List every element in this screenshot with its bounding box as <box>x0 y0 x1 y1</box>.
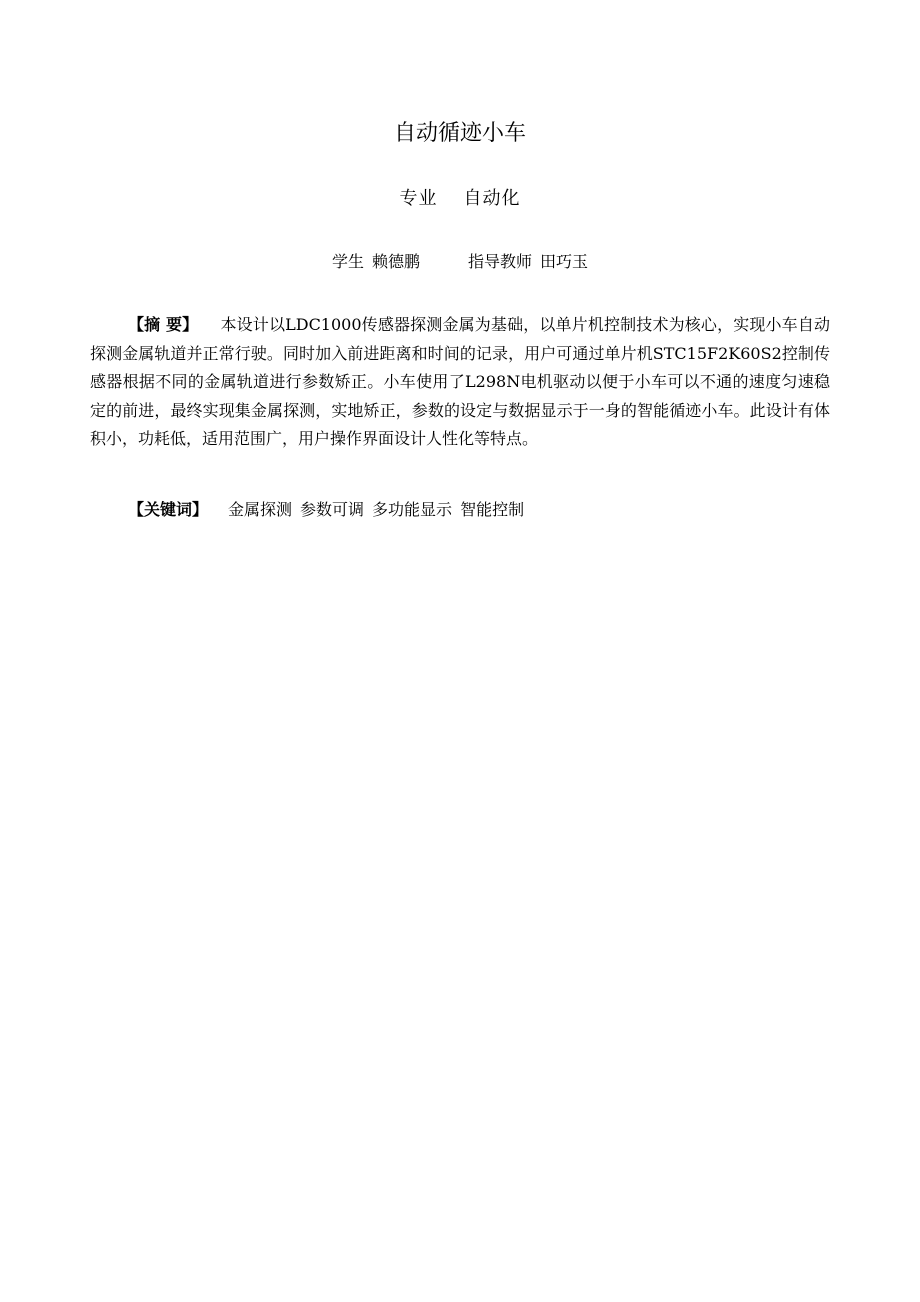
major-label: 专业 <box>399 188 438 209</box>
abstract-text: 本设计以LDC1000传感器探测金属为基础，以单片机控制技术为核心，实现小车自动探测金属轨道并正常行驶。同时加入前进距离和时间的记录，用户可通过单片机STC15F2K60S2控制传感器根据不同的金属轨道进行参数矫正。小车使用了L298N电机驱动以便于小车可以不通的速度匀速稳定的前进，最终实现集金属探测，实地矫正，参数的设定与数据显示于一身的智能循迹小车。此设计有体积小，功耗低，适用范围广，用户操作界面设计人性化等特点。 <box>90 315 830 448</box>
student-label: 学生 <box>331 252 364 271</box>
abstract-paragraph <box>90 311 830 454</box>
keywords-line <box>90 496 830 525</box>
student-name: 赖德鹏 <box>371 252 420 271</box>
keyword-item: 参数可调 <box>300 500 365 519</box>
major-line <box>0 185 920 213</box>
abstract-label: 【摘 要】 <box>128 315 199 334</box>
advisor-name: 田巧玉 <box>540 252 589 271</box>
keyword-item: 金属探测 <box>228 500 293 519</box>
major-value: 自动化 <box>463 188 521 209</box>
document-title: 自动循迹小车 <box>393 121 526 146</box>
keywords-label: 【关键词】 <box>128 500 209 519</box>
keyword-item: 多功能显示 <box>372 500 453 519</box>
advisor-label: 指导教师 <box>468 252 533 271</box>
byline <box>0 249 920 275</box>
keyword-item: 智能控制 <box>460 500 525 519</box>
